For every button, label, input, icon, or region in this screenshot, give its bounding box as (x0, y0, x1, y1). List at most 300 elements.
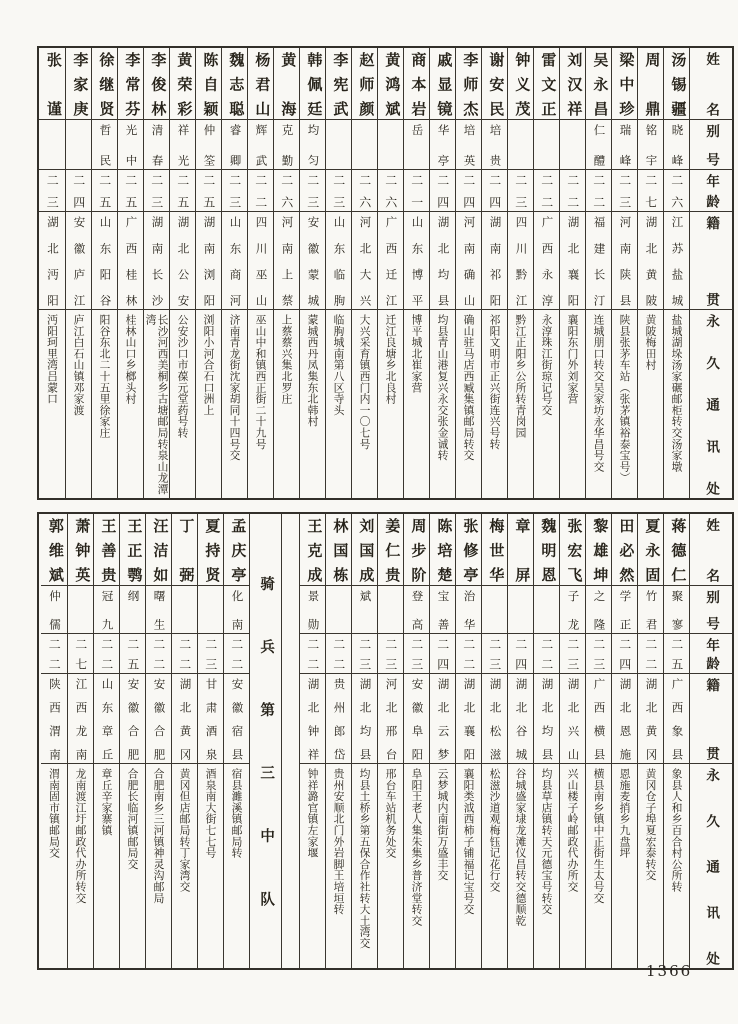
age-cell (68, 634, 93, 674)
address-cell (326, 764, 351, 968)
age-cell (248, 170, 273, 212)
address-cell (378, 764, 403, 968)
address-text: 邢台车站机务处交 (384, 768, 397, 859)
header-age-cell (690, 170, 732, 212)
alias-cell (456, 586, 481, 634)
name-text: 陈培楚 (435, 518, 452, 582)
age-cell (144, 170, 169, 212)
age-text: 二二 (229, 638, 244, 670)
roster-entry-column (299, 48, 325, 498)
alias-cell (378, 120, 403, 170)
origin-text: 湖南祁阳 (488, 216, 501, 306)
age-cell (222, 170, 247, 212)
origin-text: 河南确山 (462, 216, 475, 306)
origin-cell (430, 674, 455, 764)
alias-cell (68, 586, 93, 634)
roster-entry-column (533, 48, 559, 498)
origin-text: 河北邢台 (384, 678, 397, 760)
alias-text: 景勋 (306, 590, 319, 630)
roster-entry-column (91, 48, 117, 498)
origin-text: 湖南浏阳 (202, 216, 215, 306)
name-cell (274, 48, 299, 120)
age-text: 二三 (617, 174, 632, 208)
address-text: 大兴采育镇西门内一〇七号 (358, 314, 371, 450)
age-cell (170, 170, 195, 212)
origin-text: 湖北均县 (436, 216, 449, 306)
address-cell (456, 764, 481, 968)
age-cell (638, 170, 663, 212)
address-text: 黄冈仓子埠夏宏泰转交 (644, 768, 657, 881)
origin-text: 安徽蒙城 (306, 216, 319, 306)
roster-entry-column (507, 514, 533, 968)
origin-text: 湖北云梦 (436, 678, 449, 760)
address-cell (94, 764, 119, 968)
origin-text: 河南上蔡 (280, 216, 293, 306)
name-cell (638, 48, 663, 120)
address-text: 迁江良塘乡北良村 (384, 314, 397, 405)
header-origin-cell (690, 674, 732, 764)
roster-entry-column (403, 48, 429, 498)
header-address-label: 永久通讯处 (704, 768, 720, 965)
address-cell (378, 310, 403, 498)
name-cell (92, 48, 117, 120)
alias-cell (430, 586, 455, 634)
name-text: 林国栋 (331, 518, 348, 582)
address-text: 贵州安顺北门外岩脚王培垣转 (332, 768, 345, 915)
roster-entry-column (637, 514, 663, 968)
alias-cell (482, 586, 507, 634)
address-text: 博平城北崔家营 (410, 314, 423, 394)
name-cell (560, 514, 585, 586)
address-text: 公安沙口市葆元堂药号转 (176, 314, 189, 439)
age-text: 二六 (669, 174, 684, 208)
spacer-column (281, 514, 299, 968)
name-text: 李常芬 (123, 52, 140, 116)
alias-text: 仲儒 (48, 590, 61, 630)
header-address-label: 永久通讯处 (704, 314, 720, 495)
origin-cell (378, 212, 403, 310)
age-text: 二六 (383, 174, 398, 208)
name-text: 梅世华 (487, 518, 504, 582)
origin-text: 湖北公安 (176, 216, 189, 306)
name-cell (560, 48, 585, 120)
age-cell (94, 634, 119, 674)
name-cell (352, 514, 377, 586)
origin-cell (456, 674, 481, 764)
origin-cell (586, 674, 611, 764)
header-origin-label: 籍贯 (704, 678, 720, 760)
name-cell (352, 48, 377, 120)
origin-cell (118, 212, 143, 310)
address-cell (404, 310, 429, 498)
origin-text: 山东商河 (228, 216, 241, 306)
age-cell (456, 170, 481, 212)
roster-entry-column (377, 514, 403, 968)
origin-cell (172, 674, 197, 764)
address-cell (146, 764, 171, 968)
age-cell (430, 170, 455, 212)
age-cell (430, 634, 455, 674)
roster-entry-column (41, 514, 67, 968)
address-cell (326, 310, 351, 498)
name-text: 汤锡疆 (669, 52, 686, 116)
name-cell (198, 514, 223, 586)
name-cell (66, 48, 91, 120)
alias-cell (118, 120, 143, 170)
alias-cell (664, 586, 689, 634)
age-cell (404, 170, 429, 212)
name-cell (224, 514, 249, 586)
age-text: 二三 (565, 638, 580, 670)
alias-cell (612, 120, 637, 170)
header-origin-label: 籍贯 (704, 216, 720, 306)
origin-cell (39, 212, 65, 310)
roster-entry-column (377, 48, 403, 498)
name-text: 夏永固 (643, 518, 660, 582)
age-cell (224, 634, 249, 674)
age-cell (560, 634, 585, 674)
name-cell (378, 514, 403, 586)
alias-cell (120, 586, 145, 634)
age-cell (352, 170, 377, 212)
address-text: 均县草店镇转天元德宝号转交 (540, 768, 553, 915)
address-cell (222, 310, 247, 498)
age-cell (534, 634, 559, 674)
address-cell (430, 764, 455, 968)
origin-text: 安徽庐江 (72, 216, 85, 306)
origin-text: 湖北均县 (540, 678, 553, 760)
address-text: 陕县张茅车站（张茅镇裕泰宝号） (618, 314, 631, 484)
origin-cell (68, 674, 93, 764)
name-text: 章屏 (513, 518, 530, 582)
address-cell (430, 310, 455, 498)
address-cell (66, 310, 91, 498)
age-cell (612, 634, 637, 674)
name-text: 黄鸿斌 (383, 52, 400, 116)
alias-text: 竹君 (644, 590, 657, 630)
alias-cell (326, 586, 351, 634)
alias-cell (638, 586, 663, 634)
address-text: 沔阳珂里湾吕蒙口 (46, 314, 59, 405)
address-text: 长沙河西美桐乡古塘邮局转泉山龙潭湾 (144, 314, 169, 495)
age-text: 二二 (47, 638, 62, 670)
alias-cell (144, 120, 169, 170)
address-cell (352, 310, 377, 498)
origin-cell (248, 212, 273, 310)
origin-cell (378, 674, 403, 764)
age-text: 二四 (435, 638, 450, 670)
roster-entry-column (197, 514, 223, 968)
name-cell (430, 48, 455, 120)
age-text: 二四 (487, 174, 502, 208)
name-cell (118, 48, 143, 120)
address-cell (508, 310, 533, 498)
address-text: 横县南乡镇中正街生太号交 (592, 768, 605, 904)
origin-text: 广西桂林 (124, 216, 137, 306)
alias-cell (146, 586, 171, 634)
age-cell (404, 634, 429, 674)
origin-text: 湖北黄冈 (644, 678, 657, 760)
name-text: 萧钟英 (73, 518, 90, 582)
roster-entry-column (455, 514, 481, 968)
age-cell (120, 634, 145, 674)
name-cell (248, 48, 273, 120)
address-text: 均县土桥乡第五保合作社转大土湾交 (358, 768, 371, 949)
roster-entry-column (117, 48, 143, 498)
origin-cell (534, 212, 559, 310)
alias-text: 之隆 (592, 590, 605, 630)
age-text: 二二 (539, 638, 554, 670)
section-divider-label: 骑兵第三中队 (258, 576, 275, 906)
origin-text: 湖北襄阳 (462, 678, 475, 760)
origin-text: 广西横县 (592, 678, 605, 760)
alias-cell (94, 586, 119, 634)
header-alias-label: 别号 (704, 124, 720, 166)
age-text: 二五 (97, 174, 112, 208)
age-cell (172, 634, 197, 674)
address-text: 阳谷东北二十五里徐家庄 (98, 314, 111, 439)
age-cell (508, 170, 533, 212)
address-cell (560, 310, 585, 498)
name-text: 魏明恩 (539, 518, 556, 582)
roster-entry-column (611, 48, 637, 498)
alias-text: 聚寥 (670, 590, 683, 630)
origin-text: 湖北沔阳 (46, 216, 59, 306)
address-cell (41, 764, 67, 968)
address-cell (274, 310, 299, 498)
origin-cell (638, 212, 663, 310)
roster-table-top (37, 46, 734, 500)
name-text: 黎雄坤 (591, 518, 608, 582)
alias-cell (586, 586, 611, 634)
address-cell (120, 764, 145, 968)
alias-cell (638, 120, 663, 170)
origin-cell (560, 212, 585, 310)
origin-text: 安徽阜阳 (410, 678, 423, 760)
origin-cell (94, 674, 119, 764)
address-cell (612, 764, 637, 968)
address-cell (534, 310, 559, 498)
name-cell (508, 514, 533, 586)
age-cell (352, 634, 377, 674)
name-text: 戚显镜 (435, 52, 452, 116)
name-text: 谢安民 (487, 52, 504, 116)
name-cell (456, 48, 481, 120)
origin-cell (274, 212, 299, 310)
name-text: 雷文正 (539, 52, 556, 116)
alias-cell (300, 120, 325, 170)
name-text: 王克成 (305, 518, 322, 582)
address-text: 连城朋口转交吴家坊永华昌号交 (592, 314, 605, 473)
age-cell (664, 634, 689, 674)
roster-entry-column (195, 48, 221, 498)
name-text: 黄荣彩 (175, 52, 192, 116)
age-text: 二七 (73, 638, 88, 670)
alias-cell (222, 120, 247, 170)
address-text: 临朐城南第八区寺头 (332, 314, 345, 416)
roster-entry-column (145, 514, 171, 968)
section-divider (249, 514, 281, 968)
age-text: 二二 (305, 638, 320, 670)
roster-entry-column (611, 514, 637, 968)
origin-cell (352, 674, 377, 764)
roster-entry-column (93, 514, 119, 968)
address-text: 均县青山港复兴永交张金诚转 (436, 314, 449, 461)
age-text: 二六 (279, 174, 294, 208)
age-cell (300, 634, 325, 674)
origin-text: 河北大兴 (358, 216, 371, 306)
age-text: 二二 (461, 638, 476, 670)
origin-text: 湖北均县 (358, 678, 371, 760)
address-text: 云梦城内南街万盛丰交 (436, 768, 449, 881)
header-name-label: 姓名 (704, 52, 720, 116)
name-text: 孟庆亭 (229, 518, 246, 582)
alias-cell (482, 120, 507, 170)
address-cell (664, 310, 689, 498)
address-text: 桂林山口乡榔头村 (124, 314, 137, 405)
origin-cell (92, 212, 117, 310)
roster-entry-column (143, 48, 169, 498)
alias-cell (404, 120, 429, 170)
origin-cell (222, 212, 247, 310)
alias-cell (224, 586, 249, 634)
alias-text: 斌 (358, 590, 371, 602)
alias-text: 光中 (124, 124, 137, 166)
name-text: 姜仁贵 (383, 518, 400, 582)
address-text: 合肥南乡三河镇神灵沟邮局 (152, 768, 165, 904)
origin-cell (146, 674, 171, 764)
name-text: 夏持贤 (203, 518, 220, 582)
alias-text: 培贵 (488, 124, 501, 166)
age-text: 二五 (669, 638, 684, 670)
header-column (689, 48, 732, 498)
age-cell (274, 170, 299, 212)
origin-cell (198, 674, 223, 764)
age-cell (41, 634, 67, 674)
origin-cell (664, 674, 689, 764)
roster-entry-column (403, 514, 429, 968)
address-cell (300, 310, 325, 498)
age-text: 二六 (357, 174, 372, 208)
name-cell (534, 48, 559, 120)
name-text: 徐继贤 (97, 52, 114, 116)
address-cell (664, 764, 689, 968)
origin-cell (638, 674, 663, 764)
age-cell (534, 170, 559, 212)
address-cell (586, 310, 611, 498)
age-text: 二三 (305, 174, 320, 208)
age-text: 二二 (565, 174, 580, 208)
origin-cell (508, 212, 533, 310)
origin-text: 湖北钟祥 (306, 678, 319, 760)
name-cell (41, 514, 67, 586)
address-text: 渭南固市镇邮局交 (48, 768, 61, 859)
address-cell (196, 310, 221, 498)
roster-entry-column (351, 48, 377, 498)
age-cell (638, 634, 663, 674)
origin-text: 四川巫山 (254, 216, 267, 306)
page-number: 1366 (646, 962, 693, 980)
age-cell (326, 170, 351, 212)
age-text: 二四 (513, 638, 528, 670)
roster-entry-column (325, 514, 351, 968)
name-cell (222, 48, 247, 120)
address-cell (482, 764, 507, 968)
address-text: 象县人和乡百合村公所转 (670, 768, 683, 893)
address-text: 恩施麦捎乡九盘坪 (618, 768, 631, 859)
origin-cell (430, 212, 455, 310)
age-text: 二二 (539, 174, 554, 208)
name-cell (196, 48, 221, 120)
age-text: 二二 (177, 638, 192, 670)
alias-cell (172, 586, 197, 634)
name-text: 王正鹗 (125, 518, 142, 582)
roster-entry-column (223, 514, 249, 968)
roster-entry-column (481, 514, 507, 968)
name-text: 张修亭 (461, 518, 478, 582)
age-cell (482, 634, 507, 674)
age-text: 二二 (643, 638, 658, 670)
alias-cell (39, 120, 65, 170)
origin-text: 陕西渭南 (48, 678, 61, 760)
name-cell (94, 514, 119, 586)
alias-cell (378, 586, 403, 634)
alias-cell (612, 586, 637, 634)
origin-text: 安徽宿县 (230, 678, 243, 760)
name-text: 赵师颜 (357, 52, 374, 116)
alias-text: 子龙 (566, 590, 579, 630)
origin-cell (196, 212, 221, 310)
roster-entry-column (559, 48, 585, 498)
roster-entry-column (65, 48, 91, 498)
header-alias-cell (690, 120, 732, 170)
roster-entry-column (637, 48, 663, 498)
name-cell (456, 514, 481, 586)
name-text: 商本岩 (409, 52, 426, 116)
name-cell (482, 514, 507, 586)
name-cell (586, 514, 611, 586)
age-text: 二三 (383, 638, 398, 670)
address-cell (248, 310, 273, 498)
address-cell (170, 310, 195, 498)
header-name-cell (690, 514, 732, 586)
origin-cell (352, 212, 377, 310)
name-cell (300, 48, 325, 120)
origin-cell (508, 674, 533, 764)
address-cell (118, 310, 143, 498)
age-cell (456, 634, 481, 674)
roster-entry-column (39, 48, 65, 498)
age-text: 二三 (409, 638, 424, 670)
name-text: 李家庚 (71, 52, 88, 116)
name-text: 李宪武 (331, 52, 348, 116)
roster-tables (37, 46, 734, 970)
alias-cell (198, 586, 223, 634)
address-cell (612, 310, 637, 498)
address-cell (534, 764, 559, 968)
roster-entry-column (299, 514, 325, 968)
roster-entry-column (429, 514, 455, 968)
name-cell (378, 48, 403, 120)
alias-cell (326, 120, 351, 170)
age-text: 二二 (253, 174, 268, 208)
alias-text: 学正 (618, 590, 631, 630)
alias-text: 宝善 (436, 590, 449, 630)
origin-text: 湖北襄阳 (566, 216, 579, 306)
name-cell (638, 514, 663, 586)
origin-text: 山东阳谷 (98, 216, 111, 306)
address-text: 合肥长临河镇邮局交 (126, 768, 139, 870)
